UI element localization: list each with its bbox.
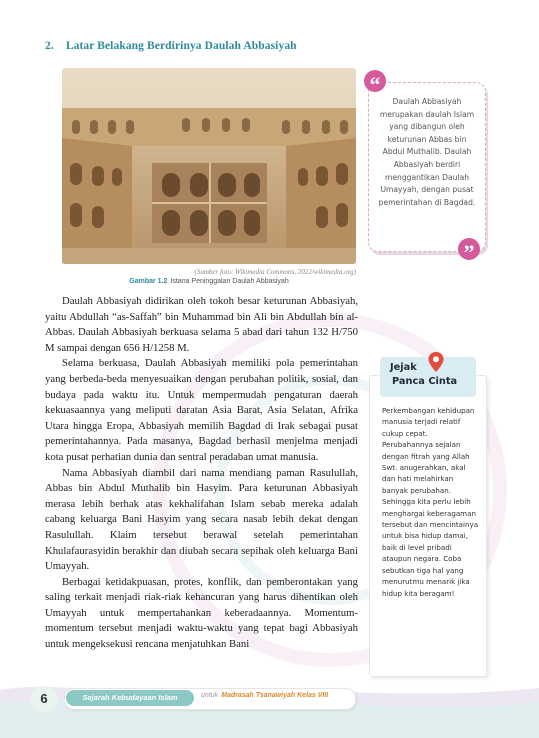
paragraph: Nama Abbasiyah diambil dari nama mendiang paman Rasulullah, Abbas bin Abdul Muthalib bin Hasyim. Para keturunan Abbasiyah merasa lebih berhak atas kekhalifahan Islam sebab mereka adalah cabang keluarga Bani Hasyim yang secara nasab lebih dekat dengan Rasulullah. Klaim tersebut berawal setelah pemerintahan Khulafaurasyidin berakhir dan diubah secara sepihak oleh keluarga Bani Umayyah. [45, 466, 358, 573]
sidebar-title-line2: Panca Cinta [392, 376, 458, 387]
quote-text: Daulah Abbasiyah merupakan daulah Islam yang dibangun oleh keturunan Abbas bin Abdul Muthalib. Daulah Abbasiyah berdiri menggantikan Daulah Umayyah, dengan pusat pemerintahan di Bagdad. [378, 97, 476, 207]
figure-caption-text: Istana Peninggalan Daulah Abbasiyah [170, 278, 289, 285]
section-title-text: Latar Belakang Berdirinya Daulah Abbasiyah [65, 40, 297, 52]
page-number: 6 [30, 686, 58, 712]
open-quote-icon: “ [364, 70, 386, 92]
paragraph: Daulah Abbasiyah didirikan oleh tokoh besar keturunan Abbasiyah, yaitu Abdullah “as-Saffah” bin Muhammad bin Ali bin Abdullah bin al-Abbas. Daulah Abbasiyah berkuasa selama 5 abad dari tahun 132 H/750 M sampai dengan 656 H/1258 M. [45, 295, 358, 354]
section-number: 2. [45, 40, 54, 52]
sidebar-title-line1: Jejak [390, 362, 417, 373]
section-title [45, 40, 297, 52]
footer-audience [201, 692, 328, 699]
sidebar-text: Perkembangan kehidupan manusia terjadi relatif cukup cepat. Perubahannya sejalan dengan fitrah yang Allah Swt. anugerahkan, akal dan hati melahirkan banyak perubahan. Sehingga kita perlu lebih menghargai keberagaman tersebut dan mencintainya untuk bisa hidup damai, baik di level pribadi ataupun negara. Coba sebutkan tiga hal yang menurutmu menarik jika hidup kita beragam! [382, 406, 479, 598]
paragraph: Selama berkuasa, Daulah Abbasiyah memiliki pola pemerintahan yang berbeda-beda menyesuaikan dengan perubahan politik, sosial, dan budaya pada waktu itu. Untuk mempermudah pengaturan daerah kekuasaannya yang meliputi daratan Asia Barat, Asia Selatan, Afrika Utara hingga Eropa, Abbasiyah memilih Bagdad di Irak sebagai pusat pemerintahannya. Pada masanya, Bagdad berhasil menjelma menjadi kota pusat perhatian dunia dan sentral peradaban umat manusia. [45, 357, 358, 463]
footer-for-text: untuk [201, 692, 219, 699]
footer-level-text: Madrasah Tsanawiyah Kelas VIII [221, 692, 329, 699]
photo-credit: (Sumber foto: Wikimedia Commons, 2022/wikimedia.org) [194, 268, 356, 276]
palace-ruins-image [62, 68, 356, 264]
close-quote-icon: ” [458, 238, 480, 260]
location-pin-icon [428, 352, 444, 372]
palace-photo [62, 68, 356, 264]
sidebar-title [390, 361, 457, 389]
paragraph: Berbagai ketidakpuasan, protes, konflik, dan pemberontakan yang saling terkait menjadi riak-riak kehancuran yang harus dihentikan oleh Umayyah untuk mempertahankan keberadaannya. Momentum-momentum tersebut menjadi waktu-waktu yang tepat bagi Abbasiyah untuk mengeksekusi rencana menjatuhkan Bani [45, 575, 358, 651]
figure-caption-label: Gambar 1.2 [129, 278, 168, 285]
footer-book-title: Sejarah Kebudayaan Islam [66, 690, 194, 706]
body-text [45, 294, 358, 653]
figure-caption [62, 278, 356, 285]
